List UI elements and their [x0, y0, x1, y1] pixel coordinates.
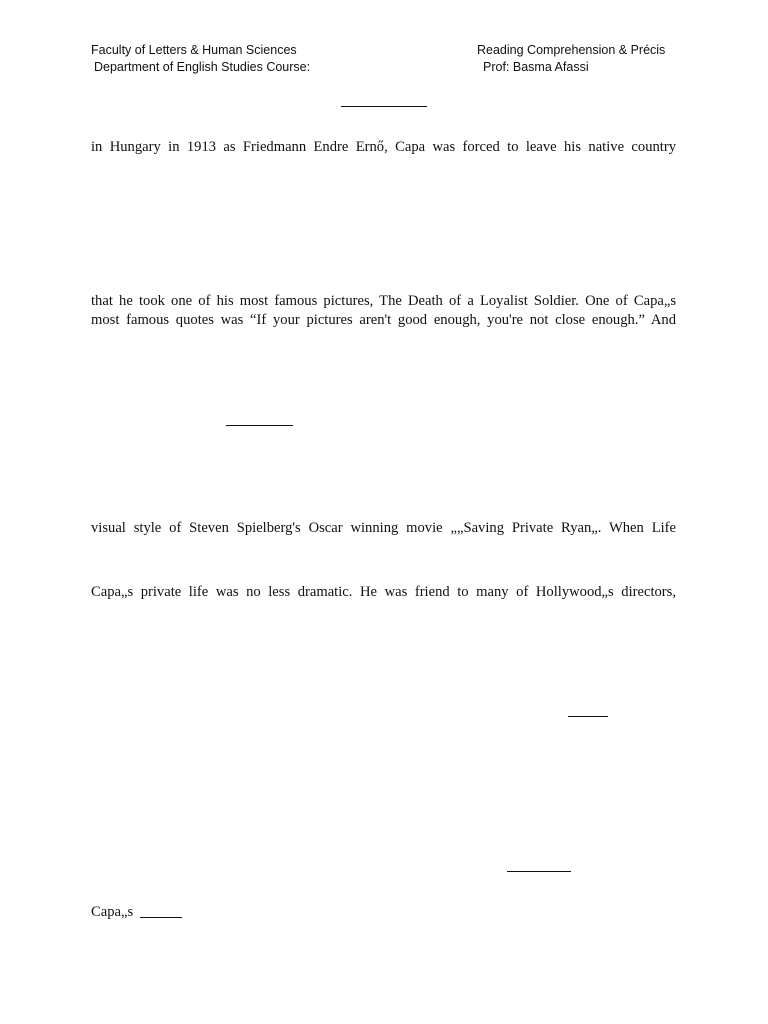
faculty-name: Faculty of Letters & Human Sciences: [91, 43, 297, 57]
title-blank-line: [341, 106, 427, 107]
paragraph-line-4: visual style of Steven Spielberg's Oscar winning movie „„Saving Private Ryan„. When Life: [91, 520, 676, 536]
department-course: Department of English Studies Course:: [94, 60, 311, 74]
course-title: Reading Comprehension & Précis: [477, 43, 666, 57]
blank-line-4: [140, 917, 182, 918]
paragraph-line-5: Capa„s private life was no less dramatic. He was friend to many of Hollywood„s directors,: [91, 584, 676, 600]
blank-line-1: [226, 425, 293, 426]
professor-name: Prof: Basma Afassi: [483, 60, 589, 74]
paragraph-line-3: most famous quotes was “If your pictures aren't good enough, you're not close enough.” And: [91, 312, 676, 328]
paragraph-line-1: in Hungary in 1913 as Friedmann Endre Ernő, Capa was forced to leave his native country: [91, 139, 676, 155]
paragraph-line-6: Capa„s: [91, 904, 134, 920]
blank-line-2: [568, 716, 608, 717]
paragraph-line-2: that he took one of his most famous pictures, The Death of a Loyalist Soldier. One of Capa„s: [91, 293, 676, 309]
blank-line-3: [507, 871, 571, 872]
